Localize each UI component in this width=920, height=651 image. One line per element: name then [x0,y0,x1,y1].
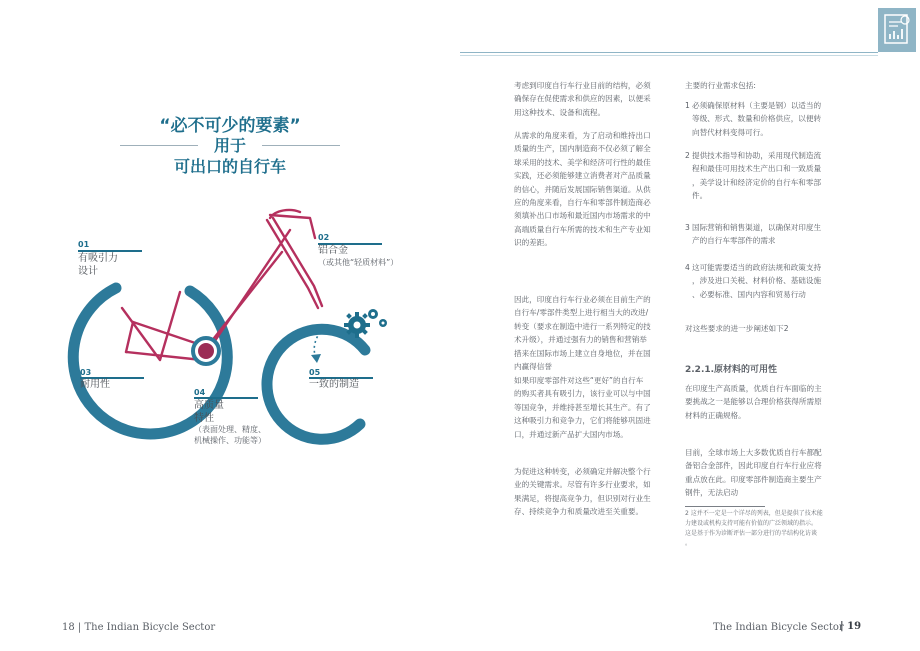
hub-center [198,343,214,359]
item-03-number: 03 [80,368,92,377]
item-04-label: 高质量 特性 [194,400,224,424]
need-text: 必须确保原材料（主要是钢）以适当的 等级、形式、数量和价格供应，以便转 向替代材料变得可行。 [692,101,822,137]
left-page-number: 18 [62,622,75,633]
need-number: 3 [685,223,690,232]
item-02-number: 02 [318,233,330,242]
bicycle-illustration [60,200,420,460]
item-02-sub: （或其他“轻质材料”） [318,258,399,267]
need-number: 4 [685,263,690,272]
document-chart-icon [878,8,916,52]
item-03-label: 耐用性 [80,379,110,390]
section-paragraph-1: 在印度生产高质量，优质自行车面临的主 要挑战之一是能够以合理价格获得所需原 材料的正确规格。 [685,384,822,420]
need-text: 提供技术指导和协助，采用现代制造流 程和最佳可用技术生产出口和一致质量 ，美学设计和经济定价的自行车和零部 件。 [692,151,822,201]
header-rule-thin [460,55,878,56]
middle-paragraph-2: 从需求的角度来看，为了启动和维持出口 质量的生产，国内制造商不仅必须了解全 球采用的技术、美学和经济可行性的最佳 实践，还必须能够建立消费者对产品质量 的信心，并随后发展国际销售渠道。从供 应的角度来看，自行车和零部件制造商必 须填补出口市场和最近国内市场需求的中 高端质量自行车所需的技术和生产专业知 识的差距。 [514,131,651,248]
need-text: 这可能需要适当的政府法规和政策支持 ，涉及进口关税、材料价格、基础设施 、必要标准、国内内容和贸易行动 [692,263,822,299]
middle-paragraph-3: 因此，印度自行车行业必须在目前生产的 自行车/零部件类型上进行相当大的改进/ 转变（要求在制造中进行一系列特定的技 术升级），并通过强有力的销售和营销举 措来在国际市场上建立自身地位，并在国 内赢得信誉 [514,295,651,372]
right-page-number: | 19 [840,621,862,632]
right-footer-title: The Indian Bicycle Sector [713,622,844,633]
item-04-sub: （表面处理、精度、 机械操作、功能等） [194,425,266,445]
title-line-1: “必不可少的要素” [159,116,301,136]
title-line-2: 用于 [213,136,246,155]
item-01-label: 有吸引力 设计 [78,253,118,277]
middle-paragraph-1: 考虑到印度自行车行业目前的结构，必须 确保存在促使需求和供应的因素，以便采 用这种技术、设备和流程。 [514,81,651,117]
middle-paragraph-5: 为促进这种转变，必须确定并解决整个行 业的关键需求。尽管有许多行业要求，如 果满足，将提高竞争力，但识别对行业生 存、持续竞争力和质量改进至关重要。 [514,467,651,517]
item-05-label: 一致的制造 [309,379,359,390]
title-line-3: 可出口的自行车 [173,157,286,176]
need-text: 国际营销和销售渠道，以确保对印度生 产的自行车零部件的需求 [692,223,822,246]
item-05-number: 05 [309,368,321,377]
need-number: 1 [685,101,690,110]
middle-paragraph-4: 如果印度零部件对这些“更好”的自行车 的购买者具有吸引力，该行业可以与中国 等国竞争，并维持甚至增长其生产。有了 这种吸引力和竞争力，它们将能够巩固进 口，并通过新产品扩大国内市场。 [514,376,651,439]
section-paragraph-2: 目前，全球市场上大多数优质自行车都配 备铝合金部件，因此印度自行车行业应将 重点放在此。印度零部件制造商主要生产 钢件，无法启动 [685,448,822,498]
needs-intro: 主要的行业需求包括: [685,81,756,90]
left-footer [62,622,215,633]
item-01-number: 01 [78,240,90,249]
item-02-label: 铝合金 [318,245,348,256]
header-rule [460,52,878,53]
arrow-head-icon [311,354,321,363]
need-number: 2 [685,151,690,160]
elaboration-text: 对这些要求的进一步阐述如下2 [685,324,789,333]
section-title: 2.2.1.原材料的可用性 [685,365,778,375]
item-04-number: 04 [194,388,206,397]
footnote: 2 这并不一定是一个详尽的列表，但是提供了技术能 力建设或机构支持可能有价值的广泛领域的指示。 这是基于作为诊断评估一部分进行的半结构化访谈 。 [685,510,823,547]
footnote-rule [685,506,765,507]
left-footer-title: | The Indian Bicycle Sector [77,622,216,633]
